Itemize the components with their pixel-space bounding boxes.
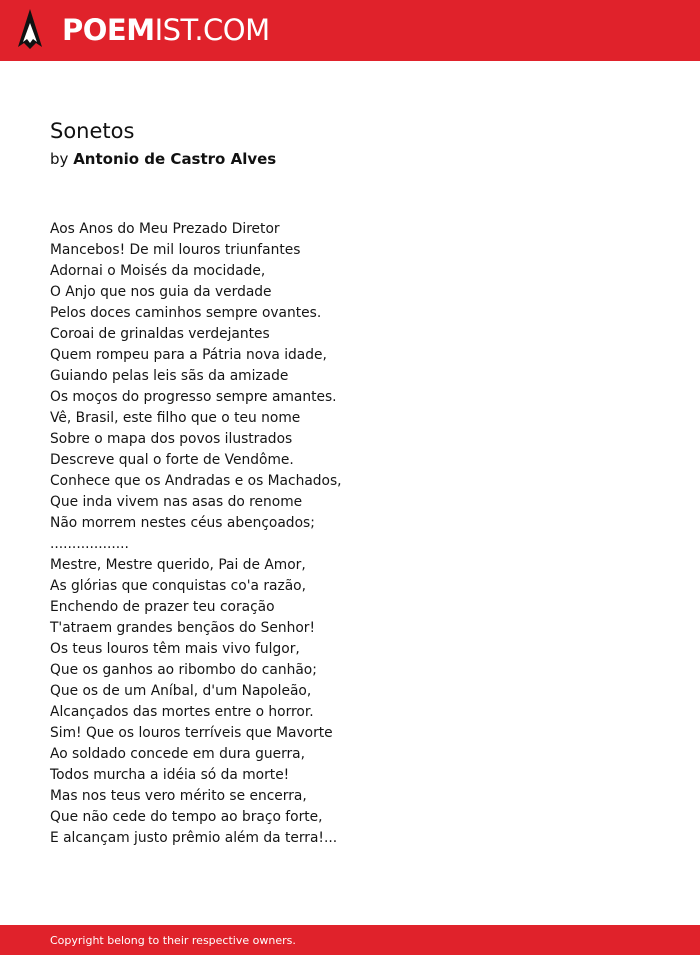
poem-line: Todos murcha a idéia só da morte! (50, 767, 290, 783)
poem-line: Mancebos! De mil louros triunfantes (50, 242, 301, 258)
poem-line: T'atraem grandes bençãos do Senhor! (50, 620, 315, 636)
poem-line: Pelos doces caminhos sempre ovantes. (50, 305, 322, 321)
poem-byline (50, 149, 276, 169)
poem-line: As glórias que conquistas co'a razão, (50, 578, 306, 594)
poem-line: Que os ganhos ao ribombo do canhão; (50, 662, 317, 678)
poem-line: Os moços do progresso sempre amantes. (50, 389, 337, 405)
poem-line: Sobre o mapa dos povos ilustrados (50, 431, 293, 447)
copyright-notice: Copyright belong to their respective owners. (50, 934, 296, 947)
poem-line: Que não cede do tempo ao braço forte, (50, 809, 323, 825)
poem-line: Adornai o Moisés da mocidade, (50, 263, 266, 279)
poem-line: Os teus louros têm mais vivo fulgor, (50, 641, 300, 657)
poem-line: .................. (50, 536, 129, 552)
poem-line: Conhece que os Andradas e os Machados, (50, 473, 342, 489)
poem-line: Descreve qual o forte de Vendôme. (50, 452, 294, 468)
poem-line: Vê, Brasil, este filho que o teu nome (50, 410, 301, 426)
poem-line: Aos Anos do Meu Prezado Diretor (50, 221, 280, 237)
poem-title: Sonetos (50, 119, 135, 143)
poem-line: Sim! Que os louros terríveis que Mavorte (50, 725, 333, 741)
poem-line: Que os de um Aníbal, d'um Napoleão, (50, 683, 312, 699)
logo-bold-text: POEM (62, 13, 155, 47)
site-header (0, 0, 700, 61)
site-logo[interactable] (62, 11, 270, 49)
poem-body (50, 219, 650, 849)
poem-line: Coroai de grinaldas verdejantes (50, 326, 270, 342)
pencil-logo-icon[interactable] (18, 9, 42, 51)
poem-line: Que inda vivem nas asas do renome (50, 494, 303, 510)
logo-light-text: IST.COM (154, 13, 270, 47)
author-name: Antonio de Castro Alves (73, 150, 277, 168)
poem-line: Guiando pelas leis sãs da amizade (50, 368, 289, 384)
poem-line: Quem rompeu para a Pátria nova idade, (50, 347, 327, 363)
poem-line: Mestre, Mestre querido, Pai de Amor, (50, 557, 306, 573)
poem-line: Mas nos teus vero mérito se encerra, (50, 788, 307, 804)
byline-prefix: by (50, 150, 69, 168)
poem-line: Enchendo de prazer teu coração (50, 599, 275, 615)
poem-line: Ao soldado concede em dura guerra, (50, 746, 306, 762)
poem-line: O Anjo que nos guia da verdade (50, 284, 272, 300)
poem-line: Não morrem nestes céus abençoados; (50, 515, 315, 531)
poem-line: E alcançam justo prêmio além da terra!... (50, 830, 338, 846)
poem-line: Alcançados das mortes entre o horror. (50, 704, 314, 720)
site-footer (0, 925, 700, 955)
